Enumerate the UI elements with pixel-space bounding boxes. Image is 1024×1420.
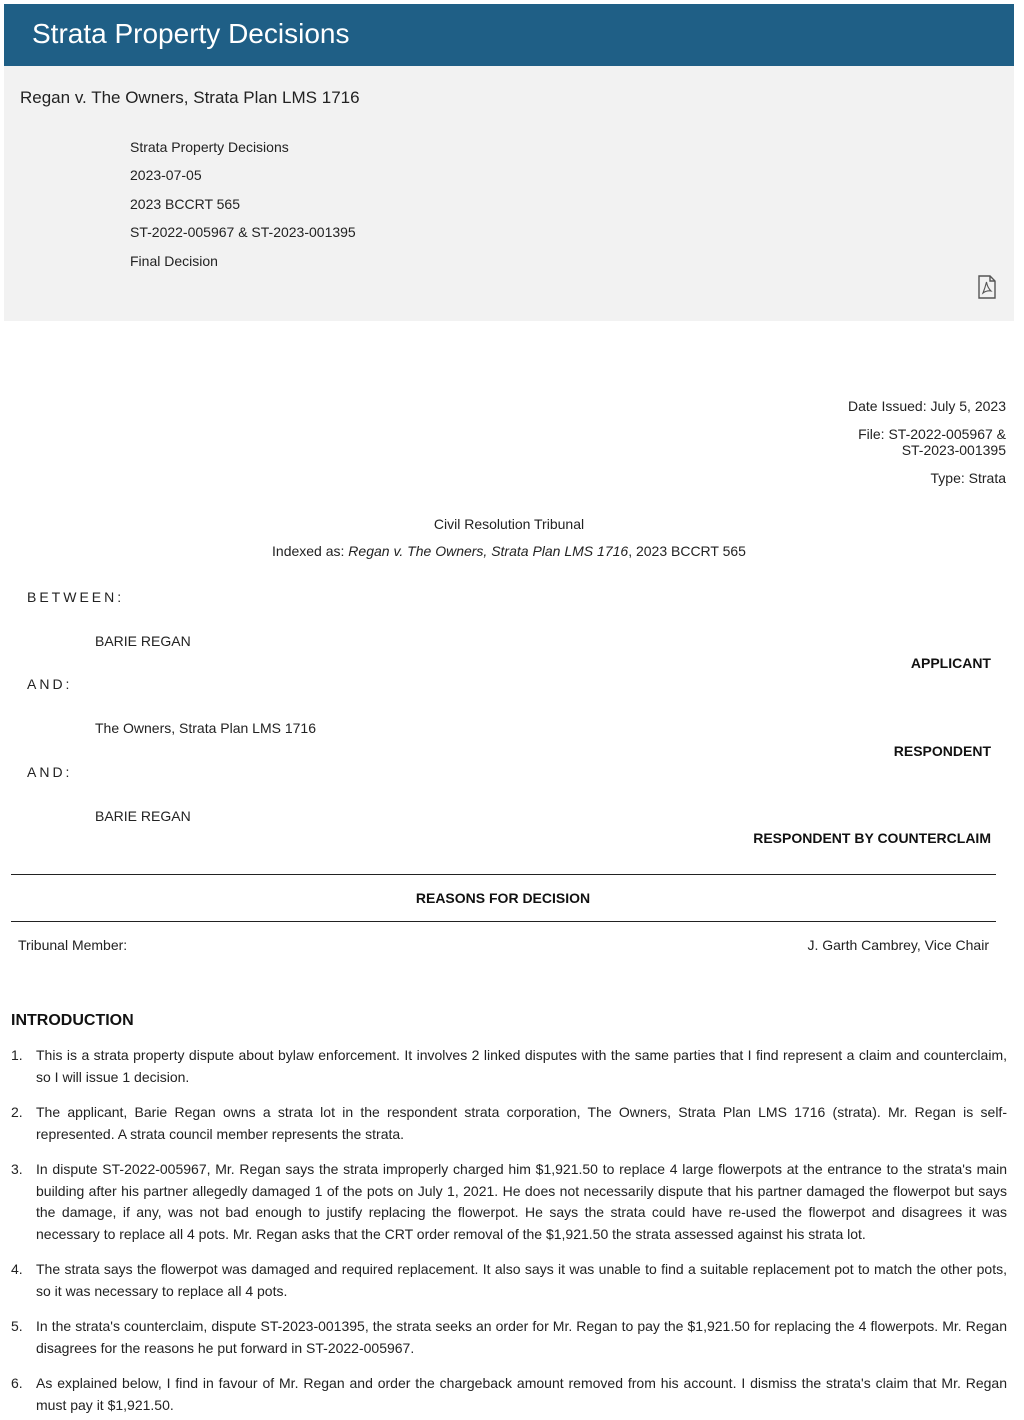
meta-value: Strata Property Decisions bbox=[130, 139, 289, 155]
paragraph-text: As explained below, I find in favour of Mr. Regan and order the chargeback amount removed from his account. I dismiss the strata's claim that Mr. Regan must pay it $1,921.50. bbox=[36, 1375, 1007, 1413]
paragraph-number: 5. bbox=[11, 1318, 23, 1334]
party-counterclaim-name: BARIE REGAN bbox=[95, 808, 191, 824]
party-respondent-name: The Owners, Strata Plan LMS 1716 bbox=[95, 720, 316, 736]
paragraph-number: 6. bbox=[11, 1375, 23, 1391]
decision-metadata-panel bbox=[4, 66, 1014, 321]
case-title: Regan v. The Owners, Strata Plan LMS 1716 bbox=[20, 88, 360, 107]
meta-value: Final Decision bbox=[130, 253, 218, 269]
paragraph-number: 2. bbox=[11, 1104, 23, 1120]
tribunal-name: Civil Resolution Tribunal bbox=[433, 516, 585, 532]
paragraph bbox=[11, 1373, 1007, 1416]
decision-type-line: Type: Strata bbox=[930, 470, 1006, 486]
tribunal-member-value: J. Garth Cambrey, Vice Chair bbox=[807, 937, 989, 953]
party-counterclaim-role: RESPONDENT BY COUNTERCLAIM bbox=[753, 830, 991, 846]
party-applicant-name: BARIE REGAN bbox=[95, 633, 191, 649]
paragraph-text: In dispute ST-2022-005967, Mr. Regan says the strata improperly charged him $1,921.50 to replace 4 large flowerpots at the entrance to the strata's main building after his partner allegedly damaged 1 of the pots on July 1, 2021. He does not necessarily dispute that his partner damaged the flowerpot but says the damage, if any, was not bad enough to justify replacing the flowerpot. He says the strata could have re-used the flowerpot and disagrees it was necessary to replace all 4 pots. Mr. Regan asks that the CRT order removal of the $1,921.50 the strata assessed against his strata lot. bbox=[36, 1161, 1007, 1242]
meta-value: 2023 BCCRT 565 bbox=[130, 196, 240, 212]
paragraph-text: In the strata's counterclaim, dispute ST-2023-001395, the strata seeks an order for Mr. Regan to pay the $1,921.50 for replacing the 4 flowerpots. Mr. Regan disagrees for the reasons he put forward in ST-2022-005967. bbox=[36, 1318, 1007, 1356]
paragraph-number: 4. bbox=[11, 1261, 23, 1277]
site-header bbox=[4, 4, 1014, 66]
file-line-2: ST-2023-001395 bbox=[901, 442, 1006, 458]
reasons-heading: REASONS FOR DECISION bbox=[415, 890, 591, 906]
paragraph-number: 3. bbox=[11, 1161, 23, 1177]
meta-value: ST-2022-005967 & ST-2023-001395 bbox=[130, 224, 356, 240]
paragraph bbox=[11, 1259, 1007, 1302]
party-applicant-role: APPLICANT bbox=[910, 655, 991, 671]
indexed-suffix: , 2023 BCCRT 565 bbox=[628, 543, 746, 559]
paragraph bbox=[11, 1045, 1007, 1088]
indexed-prefix: Indexed as: bbox=[272, 543, 349, 559]
divider bbox=[11, 921, 996, 922]
between-label: BETWEEN: bbox=[27, 589, 125, 605]
site-title[interactable]: Strata Property Decisions bbox=[32, 18, 350, 49]
file-line-1: File: ST-2022-005967 & bbox=[858, 426, 1006, 442]
divider bbox=[11, 874, 996, 875]
and-label: AND: bbox=[27, 676, 73, 692]
tribunal-member-label: Tribunal Member: bbox=[18, 937, 128, 953]
paragraph-number: 1. bbox=[11, 1047, 23, 1063]
indexed-as bbox=[0, 543, 1018, 559]
section-heading-introduction: INTRODUCTION bbox=[11, 1012, 134, 1029]
party-respondent-role: RESPONDENT bbox=[893, 743, 991, 759]
date-issued: Date Issued: July 5, 2023 bbox=[848, 398, 1006, 414]
paragraph bbox=[11, 1316, 1007, 1359]
indexed-title: Regan v. The Owners, Strata Plan LMS 1716 bbox=[348, 543, 629, 559]
paragraph-text: The strata says the flowerpot was damaged and required replacement. It also says it was unable to find a suitable replacement pot to match the other pots, so it was necessary to replace all 4 pots. bbox=[36, 1261, 1007, 1299]
paragraph-text: This is a strata property dispute about bylaw enforcement. It involves 2 linked disputes with the same parties that I find represent a claim and counterclaim, so I will issue 1 decision. bbox=[36, 1047, 1007, 1085]
paragraph-text: The applicant, Barie Regan owns a strata lot in the respondent strata corporation, The Owners, Strata Plan LMS 1716 (strata). Mr. Regan is self-represented. A strata council member represents the strata. bbox=[36, 1104, 1007, 1142]
paragraph bbox=[11, 1159, 1007, 1245]
paragraph bbox=[11, 1102, 1007, 1145]
meta-value: 2023-07-05 bbox=[130, 167, 202, 183]
pdf-download-icon[interactable] bbox=[976, 275, 998, 299]
and-label: AND: bbox=[27, 764, 73, 780]
